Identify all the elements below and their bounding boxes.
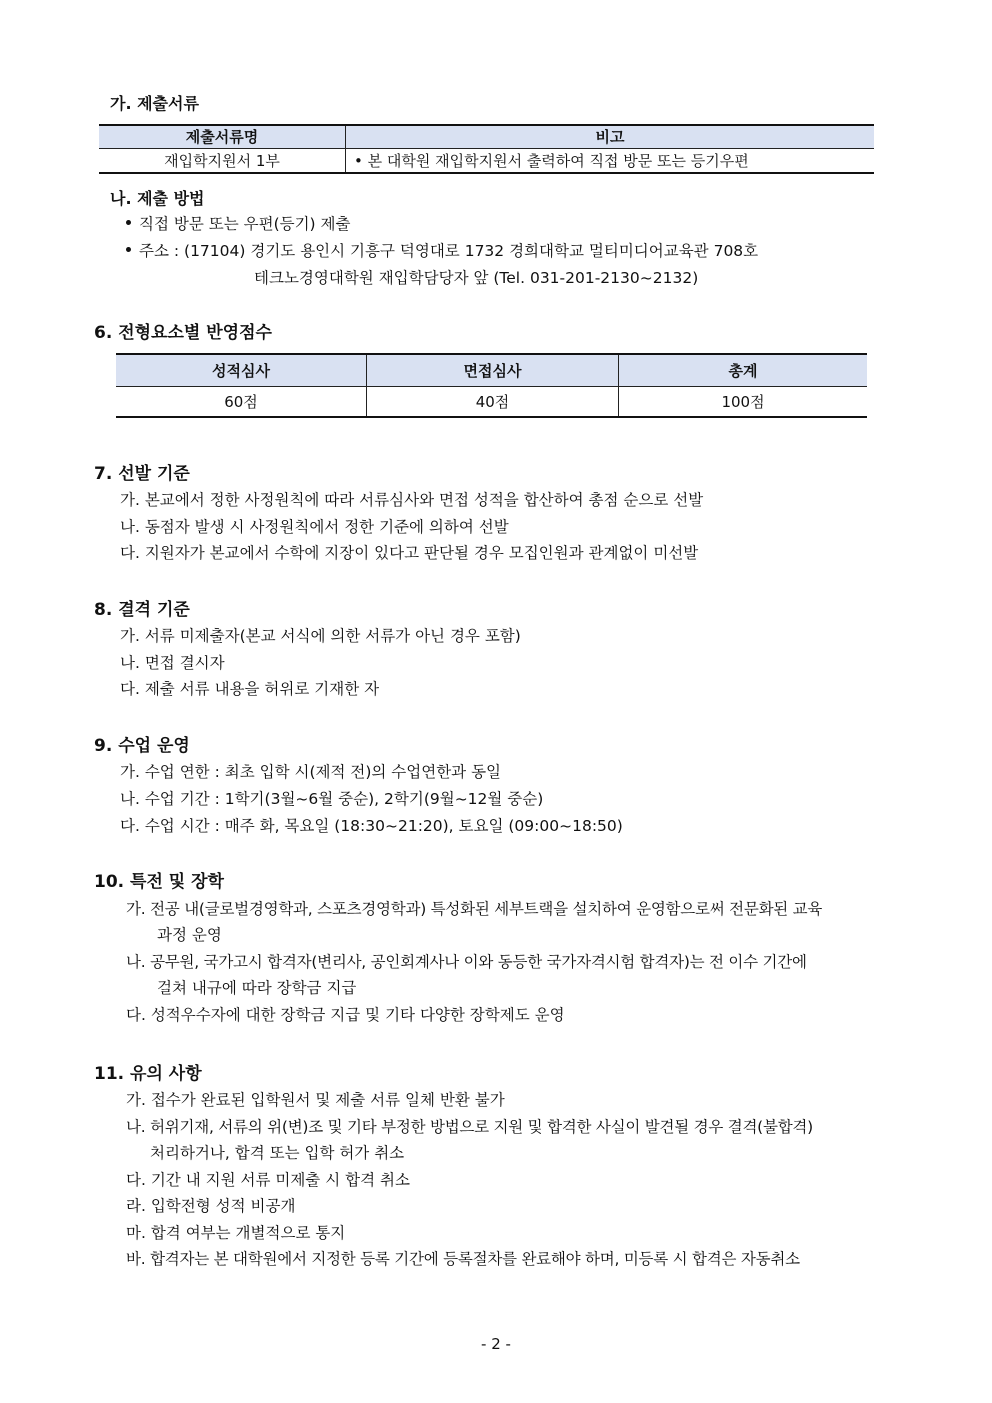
table-header: 성적심사 <box>116 354 367 386</box>
table-header: 총계 <box>619 354 868 386</box>
table-cell: 40점 <box>367 386 619 417</box>
list-item: 나. 면접 결시자 <box>120 654 225 672</box>
list-item: 바. 합격자는 본 대학원에서 지정한 등록 기간에 등록절차를 완료해야 하며, 미등록 시 합격은 자동취소 <box>126 1250 800 1268</box>
section-heading-9: 9. 수업 운영 <box>94 736 190 756</box>
score-table <box>116 353 867 418</box>
list-item: 직접 방문 또는 우편(등기) 제출 <box>126 212 350 234</box>
address-continuation: 테크노경영대학원 재입학담당자 앞 (Tel. 031-201-2130~2132) <box>254 269 699 287</box>
list-item: 주소 : (17104) 경기도 용인시 기흥구 덕영대로 1732 경희대학교 멀티미디어교육관 708호 <box>126 239 758 261</box>
table-cell: • 본 대학원 재입학지원서 출력하여 직접 방문 또는 등기우편 <box>346 148 875 173</box>
list-item: 나. 동점자 발생 시 사정원칙에서 정한 기준에 의하여 선발 <box>120 518 509 536</box>
list-item: 라. 입학전형 성적 비공개 <box>126 1197 296 1215</box>
section-heading-10: 10. 특전 및 장학 <box>94 872 224 892</box>
section-heading-11: 11. 유의 사항 <box>94 1064 202 1084</box>
list-item: 나. 공무원, 국가고시 합격자(변리사, 공인회계사나 이와 동등한 국가자격시험 합격자)는 전 이수 기간에 <box>126 953 807 971</box>
list-item-continuation: 걸쳐 내규에 따라 장학금 지급 <box>157 979 357 997</box>
table-header: 제출서류명 <box>99 125 346 148</box>
list-item-continuation: 처리하거나, 합격 또는 입학 허가 취소 <box>150 1144 405 1162</box>
bullet-icon <box>126 220 131 225</box>
section-heading-7: 7. 선발 기준 <box>94 464 190 484</box>
list-item-continuation: 과정 운영 <box>157 926 222 944</box>
list-item: 다. 지원자가 본교에서 수학에 지장이 있다고 판단될 경우 모집인원과 관계없이 미선발 <box>120 544 699 562</box>
section-heading-8: 8. 결격 기준 <box>94 600 190 620</box>
subsection-heading-submission-docs: 가. 제출서류 <box>110 94 199 113</box>
list-item: 나. 허위기재, 서류의 위(변)조 및 기타 부정한 방법으로 지원 및 합격한 사실이 발견될 경우 결격(불합격) <box>126 1118 813 1136</box>
list-item: 다. 성적우수자에 대한 장학금 지급 및 기타 다양한 장학제도 운영 <box>126 1006 565 1024</box>
table-header: 면접심사 <box>367 354 619 386</box>
list-item: 다. 제출 서류 내용을 허위로 기재한 자 <box>120 680 380 698</box>
submission-docs-table <box>99 124 874 174</box>
list-item: 다. 기간 내 지원 서류 미제출 시 합격 취소 <box>126 1171 410 1189</box>
list-item: 가. 수업 연한 : 최초 입학 시(제적 전)의 수업연한과 동일 <box>120 763 502 781</box>
list-item: 가. 접수가 완료된 입학원서 및 제출 서류 일체 반환 불가 <box>126 1091 505 1109</box>
table-cell: 60점 <box>116 386 367 417</box>
section-heading-6: 6. 전형요소별 반영점수 <box>94 323 272 343</box>
list-item: 마. 합격 여부는 개별적으로 통지 <box>126 1224 346 1242</box>
page-number: - 2 - <box>481 1335 511 1353</box>
list-item: 가. 본교에서 정한 사정원칙에 따라 서류심사와 면접 성적을 합산하여 총점 순으로 선발 <box>120 491 704 509</box>
list-item: 가. 전공 내(글로벌경영학과, 스포츠경영학과) 특성화된 세부트랙을 설치하여 운영함으로써 전문화된 교육 <box>126 900 823 918</box>
list-item: 나. 수업 기간 : 1학기(3월~6월 중순), 2학기(9월~12월 중순) <box>120 790 544 808</box>
table-cell: 100점 <box>619 386 868 417</box>
list-item: 다. 수업 시간 : 매주 화, 목요일 (18:30~21:20), 토요일 (09:00~18:50) <box>120 817 623 835</box>
table-header: 비고 <box>346 125 875 148</box>
bullet-icon <box>126 247 131 252</box>
list-item: 가. 서류 미제출자(본교 서식에 의한 서류가 아닌 경우 포함) <box>120 627 521 645</box>
subsection-heading-submission-method: 나. 제출 방법 <box>110 189 205 208</box>
table-cell: 재입학지원서 1부 <box>99 148 346 173</box>
